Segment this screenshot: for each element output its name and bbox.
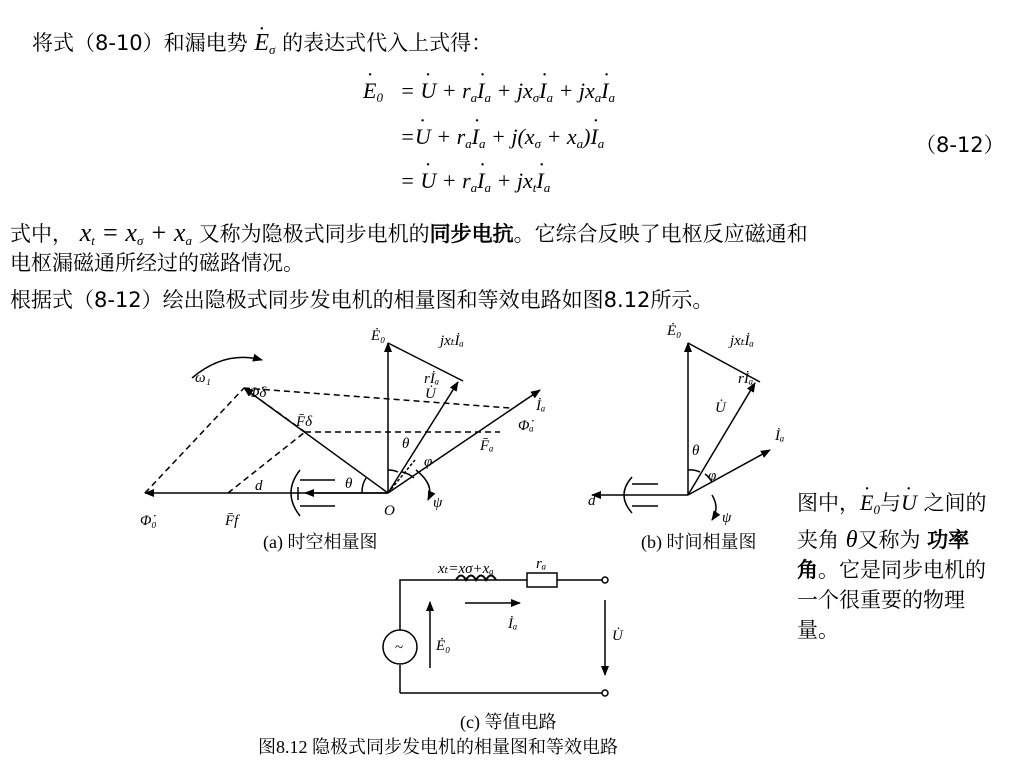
label-jxtIa-a: jxₜİₐ [440, 333, 464, 349]
label-raIa-b: rİₐ [738, 371, 754, 387]
label-d-b: d [588, 493, 596, 509]
intro-symbol: · $E_\sigma$ [254, 30, 275, 56]
figure-caption: 图8.12 隐极式同步发电机的相量图和等效电路 [258, 737, 618, 757]
phi-delta-vector [244, 388, 388, 493]
label-E0-b: Ė₀ [667, 323, 682, 339]
label-Ia-a: İₐ [536, 398, 546, 414]
label-raIa-a: rİₐ [424, 371, 440, 387]
label-U-a: U̇ [425, 386, 436, 402]
definition-formula: $x_t = x_\sigma + x_a$ [79, 218, 192, 248]
side-note: 图中，· $E_0$与· U 之间的夹角 θ又称为 功率角。它是同步电机的一个很重要的物理量。 [797, 488, 997, 645]
terminal-bottom [602, 690, 608, 696]
caption-a: (a) 时空相量图 [263, 532, 378, 552]
label-E0-a: Ė₀ [371, 328, 386, 344]
label-Phi-delta: Φ̇δ [248, 385, 267, 401]
definition-line-1: 式中， $x_t = x_\sigma + x_a$ 又称为隐极式同步电机的同步电抗。它综合反映了电枢反应磁通和 [10, 218, 808, 248]
draw-line: 根据式（8-12）绘出隐极式同步发电机的相量图和等效电路如图8.12所示。 [10, 288, 714, 312]
label-psi-a: ψ [433, 495, 443, 511]
equivalent-circuit [383, 573, 608, 696]
label-Phi-a: Φ̇ₐ [518, 418, 534, 434]
label-theta-b: θ [692, 443, 700, 459]
label-omega: ω₁ [195, 370, 211, 386]
Ia-vector-b [688, 450, 770, 495]
label-theta-a2: θ [402, 436, 410, 452]
resistor-ra [527, 573, 557, 587]
label-phi-b: φ [708, 468, 717, 484]
caption-b: (b) 时间相量图 [641, 532, 757, 552]
label-phi-a: φ [424, 454, 433, 470]
label-U-b: U̇ [715, 400, 726, 416]
equation-lhs: · $E_0$ [363, 78, 383, 106]
label-F-a: F̄ₐ [480, 438, 494, 454]
term-sync-reactance: 同步电抗 [429, 222, 514, 246]
label-ra: rₐ [536, 556, 547, 572]
label-psi-b: ψ [722, 510, 732, 526]
label-circuit-U: U̇ [612, 628, 623, 644]
equation-row-3: = · $U + r_a\cdot I_a + jx_t\cdot I_a$ [400, 168, 550, 196]
diagram-a [145, 343, 540, 516]
diagram-b [592, 343, 770, 520]
label-d-a: d [255, 478, 263, 494]
definition-line-2: 电枢漏磁通所经过的磁路情况。 [10, 251, 304, 275]
theta-arc-b [688, 470, 700, 472]
terminal-top [602, 577, 608, 583]
label-F-f: F̄f [225, 513, 239, 529]
label-F-delta: F̄δ [296, 414, 313, 430]
theta-arc-a [362, 478, 366, 493]
label-circuit-E0: Ė₀ [436, 638, 451, 654]
label-Phi-0: Φ̇₀ [140, 513, 157, 529]
equation-row-1: = · $U + r_a\cdot I_a + jx_\sigma\cdot I_a + jx_a\cdot I_a$ [400, 78, 615, 106]
label-jxtIa-b: jxₜİₐ [730, 333, 754, 349]
diagram-a-labels [140, 328, 545, 529]
label-circuit-Ia: İₐ [508, 616, 518, 632]
label-Ia-b: İₐ [775, 428, 785, 444]
psi-arc-b [712, 495, 716, 520]
label-xt-formula: xₜ=xσ+xₐ [438, 561, 494, 577]
label-O: O [384, 503, 395, 519]
term-power-angle: 功率角 [797, 528, 970, 582]
equation-row-2: =· $U + r_a\cdot I_a + j(x_\sigma + x_a)\cdot I_a$ [400, 124, 604, 152]
label-theta-a1: θ [345, 476, 353, 492]
intro-line: 将式（8-10）和漏电势 · $E_\sigma$ 的表达式代入上式得： [32, 30, 492, 63]
caption-c: (c) 等值电路 [460, 712, 557, 732]
dashed-construction [145, 388, 510, 493]
Ia-vector [388, 390, 540, 493]
source-symbol: ~ [395, 640, 404, 656]
psi-arc-a [416, 470, 430, 500]
equation-number: （8-12） [915, 133, 1005, 157]
